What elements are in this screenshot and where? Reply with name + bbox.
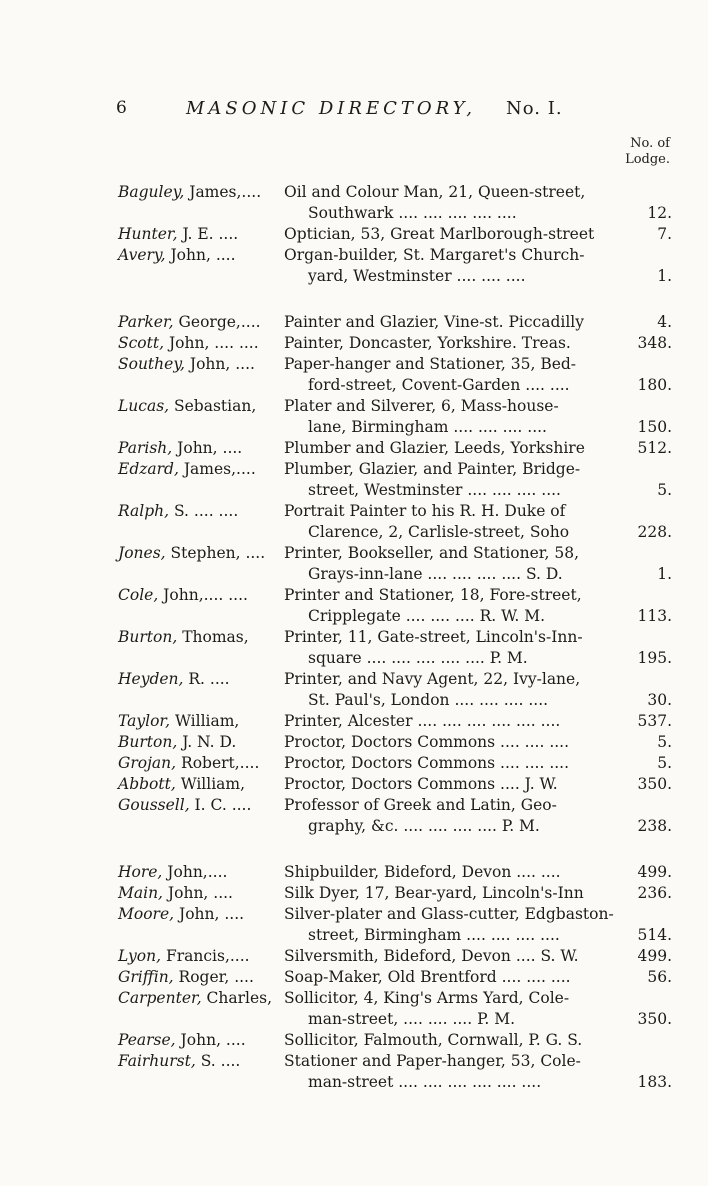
lodge-number: 4.	[657, 313, 672, 331]
lodge-number: 180.	[637, 376, 672, 394]
entry-line: Printer and Stationer, 18, Fore-street,	[284, 586, 582, 604]
member-name	[118, 988, 286, 1009]
entry-continuation-line: man-street .... .... .... .... .... ....	[308, 1073, 542, 1091]
directory-entry	[118, 543, 680, 585]
member-surname: Parker,	[118, 313, 174, 331]
entry-line: Printer, Bookseller, and Stationer, 58,	[284, 544, 580, 562]
member-name	[118, 501, 286, 522]
member-name	[118, 627, 286, 648]
lodge-number: 512.	[637, 439, 672, 457]
member-name	[118, 904, 286, 925]
member-occupation-address	[284, 224, 630, 245]
member-surname: Grojan,	[118, 754, 177, 772]
member-occupation-address	[284, 438, 630, 459]
member-occupation-address	[284, 396, 630, 438]
entry-continuation-line: lane, Birmingham .... .... .... ....	[308, 418, 547, 436]
member-forename: S. ....	[195, 1052, 241, 1070]
directory-entry	[118, 967, 680, 988]
entry-line: Plumber and Glazier, Leeds, Yorkshire	[284, 439, 585, 457]
member-forename: Charles,	[201, 989, 273, 1007]
member-occupation-address	[284, 669, 630, 711]
member-surname: Ralph,	[118, 502, 170, 520]
directory-entry	[118, 245, 680, 287]
entry-continuation-line: Grays-inn-lane .... .... .... .... S. D.	[308, 565, 563, 583]
member-name	[118, 354, 286, 375]
member-name	[118, 459, 286, 480]
member-surname: Carpenter,	[118, 989, 202, 1007]
entry-line: Plumber, Glazier, and Painter, Bridge-	[284, 460, 581, 478]
entry-line: Printer, 11, Gate-street, Lincoln's-Inn-	[284, 628, 583, 646]
directory-entry	[118, 711, 680, 732]
member-surname: Taylor,	[118, 712, 171, 730]
member-occupation-address	[284, 543, 630, 585]
lodge-number: 56.	[647, 968, 672, 986]
member-forename: George,....	[173, 313, 261, 331]
member-surname: Heyden,	[118, 670, 184, 688]
lodge-heading-line1: No. of	[630, 136, 670, 151]
member-forename: I. C. ....	[189, 796, 252, 814]
member-forename: J. E. ....	[177, 225, 239, 243]
lodge-number: 348.	[637, 334, 672, 352]
member-name	[118, 585, 286, 606]
entry-line: Proctor, Doctors Commons .... .... ....	[284, 754, 570, 772]
lodge-number: 5.	[657, 481, 672, 499]
lodge-number: 113.	[637, 607, 672, 625]
lodge-number: 30.	[647, 691, 672, 709]
member-forename: Stephen, ....	[165, 544, 266, 562]
member-name	[118, 711, 286, 732]
lodge-number: 1.	[657, 565, 672, 583]
member-surname: Parish,	[118, 439, 173, 457]
member-occupation-address	[284, 753, 630, 774]
entry-continuation-line: Clarence, 2, Carlisle-street, Soho	[308, 523, 570, 541]
member-name	[118, 224, 286, 245]
lodge-number: 499.	[637, 947, 672, 965]
member-surname: Jones,	[118, 544, 166, 562]
entry-continuation-line: yard, Westminster .... .... ....	[308, 267, 526, 285]
entry-line: Printer, and Navy Agent, 22, Ivy-lane,	[284, 670, 581, 688]
member-occupation-address	[284, 795, 630, 837]
member-surname: Burton,	[118, 733, 178, 751]
member-name	[118, 795, 286, 816]
member-forename: John,.... ....	[158, 586, 248, 604]
directory-entry	[118, 459, 680, 501]
member-forename: Robert,....	[176, 754, 260, 772]
entry-line: Proctor, Doctors Commons .... J. W.	[284, 775, 558, 793]
member-surname: Fairhurst,	[118, 1052, 196, 1070]
entry-line: Stationer and Paper-hanger, 53, Cole-	[284, 1052, 581, 1070]
lodge-number: 514.	[637, 926, 672, 944]
lodge-number: 236.	[637, 884, 672, 902]
member-occupation-address	[284, 732, 630, 753]
entry-line: Soap-Maker, Old Brentford .... .... ....	[284, 968, 571, 986]
entry-line: Portrait Painter to his R. H. Duke of	[284, 502, 566, 520]
member-occupation-address	[284, 904, 630, 946]
member-forename: James,....	[178, 460, 256, 478]
group-spacer	[118, 837, 680, 862]
member-surname: Scott,	[118, 334, 165, 352]
directory-entry	[118, 354, 680, 396]
member-occupation-address	[284, 333, 630, 354]
member-surname: Lyon,	[118, 947, 162, 965]
directory-entry	[118, 946, 680, 967]
entry-continuation-line: graphy, &c. .... .... .... .... P. M.	[308, 817, 540, 835]
member-surname: Southey,	[118, 355, 185, 373]
member-name	[118, 1030, 286, 1051]
member-occupation-address	[284, 312, 630, 333]
lodge-column-heading	[600, 136, 670, 168]
member-occupation-address	[284, 501, 630, 543]
member-surname: Burton,	[118, 628, 178, 646]
member-name	[118, 862, 286, 883]
member-name	[118, 396, 286, 417]
member-surname: Abbott,	[118, 775, 176, 793]
member-forename: John, ....	[165, 246, 236, 264]
directory-entry	[118, 1051, 680, 1093]
entry-line: Paper-hanger and Stationer, 35, Bed-	[284, 355, 577, 373]
entry-continuation-line: St. Paul's, London .... .... .... ....	[308, 691, 549, 709]
lodge-number: 238.	[637, 817, 672, 835]
member-name	[118, 753, 286, 774]
member-occupation-address	[284, 354, 630, 396]
directory-entry	[118, 501, 680, 543]
directory-entry	[118, 224, 680, 245]
directory-entry	[118, 904, 680, 946]
member-surname: Griffin,	[118, 968, 174, 986]
lodge-number: 350.	[637, 775, 672, 793]
lodge-number: 12.	[647, 204, 672, 222]
member-forename: Sebastian,	[169, 397, 257, 415]
member-surname: Pearse,	[118, 1031, 176, 1049]
lodge-number: 537.	[637, 712, 672, 730]
member-forename: William,	[175, 775, 246, 793]
directory-entry	[118, 988, 680, 1030]
member-occupation-address	[284, 774, 630, 795]
member-forename: John, ....	[172, 439, 243, 457]
member-name	[118, 669, 286, 690]
member-surname: Goussell,	[118, 796, 190, 814]
member-forename: John, ....	[184, 355, 255, 373]
member-name	[118, 543, 286, 564]
directory-entry	[118, 774, 680, 795]
lodge-number: 1.	[657, 267, 672, 285]
lodge-number: 183.	[637, 1073, 672, 1091]
entry-line: Optician, 53, Great Marlborough-street	[284, 225, 595, 243]
entry-line: Shipbuilder, Bideford, Devon .... ....	[284, 863, 561, 881]
member-name	[118, 245, 286, 266]
member-forename: John, ....	[162, 884, 233, 902]
member-forename: J. N. D.	[177, 733, 237, 751]
lodge-number: 499.	[637, 863, 672, 881]
member-surname: Hunter,	[118, 225, 178, 243]
member-occupation-address	[284, 245, 630, 287]
member-occupation-address	[284, 711, 630, 732]
entry-line: Organ-builder, St. Margaret's Church-	[284, 246, 585, 264]
entry-line: Silk Dyer, 17, Bear-yard, Lincoln's-Inn	[284, 884, 584, 902]
directory-entry	[118, 862, 680, 883]
lodge-heading-line2: Lodge.	[625, 152, 670, 167]
member-occupation-address	[284, 988, 630, 1030]
member-name	[118, 312, 286, 333]
member-occupation-address	[284, 862, 630, 883]
member-name	[118, 774, 286, 795]
entry-line: Silver-plater and Glass-cutter, Edgbaston-	[284, 905, 614, 923]
member-forename: R. ....	[183, 670, 230, 688]
member-name	[118, 967, 286, 988]
directory-entry	[118, 333, 680, 354]
lodge-number: 7.	[657, 225, 672, 243]
directory-entry	[118, 438, 680, 459]
entry-line: Sollicitor, 4, King's Arms Yard, Cole-	[284, 989, 570, 1007]
member-forename: John,....	[162, 863, 228, 881]
entry-continuation-line: street, Westminster .... .... .... ....	[308, 481, 561, 499]
group-spacer	[118, 287, 680, 312]
member-forename: Roger, ....	[173, 968, 254, 986]
entry-continuation-line: Southwark .... .... .... .... ....	[308, 204, 517, 222]
directory-entry	[118, 312, 680, 333]
directory-entry	[118, 396, 680, 438]
entry-continuation-line: man-street, .... .... .... P. M.	[308, 1010, 516, 1028]
member-forename: Thomas,	[177, 628, 249, 646]
directory-entry	[118, 585, 680, 627]
entry-continuation-line: square .... .... .... .... .... P. M.	[308, 649, 528, 667]
directory-entries	[118, 182, 680, 1093]
entry-line: Printer, Alcester .... .... .... .... .... ....	[284, 712, 561, 730]
volume-label: No. I.	[506, 98, 563, 119]
member-occupation-address	[284, 967, 630, 988]
member-occupation-address	[284, 182, 630, 224]
running-title: MASONIC DIRECTORY,	[186, 98, 476, 119]
member-occupation-address	[284, 1030, 630, 1051]
lodge-number: 195.	[637, 649, 672, 667]
entry-line: Silversmith, Bideford, Devon .... S. W.	[284, 947, 579, 965]
member-surname: Baguley,	[118, 183, 185, 201]
member-name	[118, 438, 286, 459]
member-name	[118, 732, 286, 753]
member-forename: John, .... ....	[164, 334, 259, 352]
directory-entry	[118, 669, 680, 711]
member-occupation-address	[284, 946, 630, 967]
member-forename: S. .... ....	[169, 502, 239, 520]
member-occupation-address	[284, 883, 630, 904]
directory-entry	[118, 732, 680, 753]
member-name	[118, 883, 286, 904]
entry-line: Sollicitor, Falmouth, Cornwall, P. G. S.	[284, 1031, 583, 1049]
entry-line: Plater and Silverer, 6, Mass-house-	[284, 397, 559, 415]
member-occupation-address	[284, 459, 630, 501]
directory-entry	[118, 1030, 680, 1051]
member-occupation-address	[284, 1051, 630, 1093]
entry-line: Professor of Greek and Latin, Geo-	[284, 796, 557, 814]
directory-entry	[118, 627, 680, 669]
member-name	[118, 182, 286, 203]
member-forename: John, ....	[174, 905, 245, 923]
member-forename: James,....	[184, 183, 262, 201]
member-occupation-address	[284, 585, 630, 627]
member-surname: Main,	[118, 884, 163, 902]
entry-line: Proctor, Doctors Commons .... .... ....	[284, 733, 570, 751]
directory-entry	[118, 883, 680, 904]
member-surname: Hore,	[118, 863, 163, 881]
lodge-number: 350.	[637, 1010, 672, 1028]
member-occupation-address	[284, 627, 630, 669]
member-name	[118, 1051, 286, 1072]
member-surname: Lucas,	[118, 397, 170, 415]
entry-continuation-line: Cripplegate .... .... .... R. W. M.	[308, 607, 545, 625]
directory-entry	[118, 795, 680, 837]
entry-continuation-line: ford-street, Covent-Garden .... ....	[308, 376, 570, 394]
entry-continuation-line: street, Birmingham .... .... .... ....	[308, 926, 560, 944]
member-surname: Moore,	[118, 905, 175, 923]
directory-entry	[118, 182, 680, 224]
directory-entry	[118, 753, 680, 774]
entry-line: Painter, Doncaster, Yorkshire. Treas.	[284, 334, 571, 352]
member-forename: John, ....	[175, 1031, 246, 1049]
member-name	[118, 946, 286, 967]
member-forename: Francis,....	[161, 947, 250, 965]
lodge-number: 150.	[637, 418, 672, 436]
entry-line: Painter and Glazier, Vine-st. Piccadilly	[284, 313, 585, 331]
member-surname: Cole,	[118, 586, 159, 604]
lodge-number: 5.	[657, 733, 672, 751]
lodge-number: 228.	[637, 523, 672, 541]
entry-line: Oil and Colour Man, 21, Queen-street,	[284, 183, 586, 201]
member-surname: Edzard,	[118, 460, 179, 478]
member-forename: William,	[170, 712, 240, 730]
member-surname: Avery,	[118, 246, 166, 264]
page-number: 6	[116, 98, 129, 118]
lodge-number: 5.	[657, 754, 672, 772]
member-name	[118, 333, 286, 354]
